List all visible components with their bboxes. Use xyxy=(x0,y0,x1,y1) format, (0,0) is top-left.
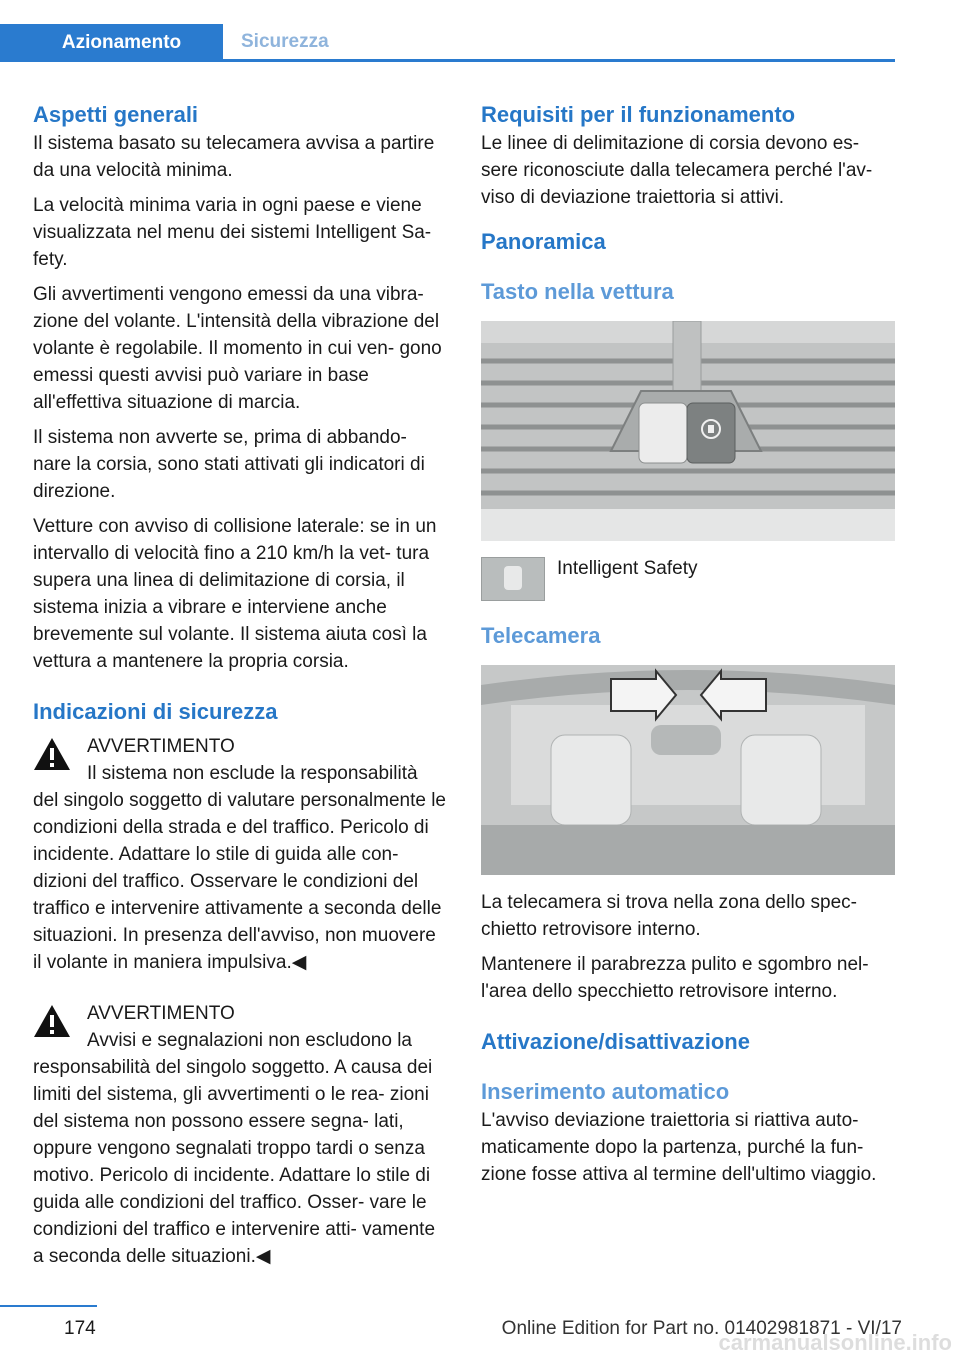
paragraph: La telecamera si trova nella zona dello spec‐ chietto retrovisore interno. xyxy=(481,892,857,940)
warning-block-2 xyxy=(33,1000,448,1270)
warning-label: AVVERTIMENTO xyxy=(87,736,235,757)
warning-icon xyxy=(33,737,71,771)
header-rule xyxy=(0,59,895,62)
subsection-title-button: Tasto nella vettura xyxy=(481,279,674,304)
paragraph: L'avviso deviazione traiettoria si riattiva auto‐ maticamente dopo la partenza, purché la fun‐ zione fosse attiva al termine dell'ultimo viaggio. xyxy=(481,1110,877,1185)
section-title-general: Aspetti generali xyxy=(33,102,199,127)
section-title-requirements: Requisiti per il funzionamento xyxy=(481,102,796,127)
paragraph: Le linee di delimitazione di corsia devono es‐ sere riconosciute dalla telecamera perché l'av‐ viso di deviazione traiettoria si attivi. xyxy=(481,133,873,208)
camera-photo xyxy=(481,665,895,875)
warning-text: Avvisi e segnalazioni non escludono la responsabilità del singolo soggetto. A causa dei limiti del sistema, gli avvertimenti o le rea‐ zioni del sistema non possono essere segna‐ lati, oppure vengono segnalati troppo tardi o senza motivo. Pericolo di incidente. Adattare lo stile di guida alle condizioni del traffico. Osser‐ vare le condizioni del traffico e intervenire atti‐ vamente a seconda delle situazioni.◀ xyxy=(33,1030,436,1267)
warning-text: Il sistema non esclude la responsabilità del singolo soggetto di valutare personalmente le condizioni della strada e del traffico. Pericolo di incidente. Adattare lo stile di guida alle con‐ dizioni del traffico. Osservare le condizioni del traffico e intervenire attivamente a seconda delle situazioni. In presenza dell'avviso, non muovere il volante in maniera impulsiva.◀ xyxy=(33,763,446,973)
subsection-title-camera: Telecamera xyxy=(481,623,601,648)
paragraph: Il sistema basato su telecamera avvisa a partire da una velocità minima. xyxy=(33,133,435,181)
header-bar xyxy=(0,0,895,62)
button-photo xyxy=(481,321,895,541)
warning-label: AVVERTIMENTO xyxy=(87,1003,235,1024)
paragraph: Il sistema non avverte se, prima di abbando‐ nare la corsia, sono stati attivati gli indicatori di direzione. xyxy=(33,427,425,502)
right-column xyxy=(481,100,896,1196)
car-interior-image xyxy=(481,665,895,875)
edition-note: Online Edition for Part no. 01402981871 - VI/17 xyxy=(501,1318,902,1339)
tab-azionamento[interactable]: Azionamento xyxy=(0,24,223,62)
paragraph: Vetture con avviso di collisione laterale: se in un intervallo di velocità fino a 210 km/h la vet‐ tura supera una linea di delimitazione di corsia, il sistema inizia a vibrare e interviene anche brevemente sul volante. Il sistema aiuta così la vettura a mantenere la propria corsia. xyxy=(33,516,437,672)
section-title-activation: Attivazione/disattivazione xyxy=(481,1029,750,1054)
section-title-safety: Indicazioni di sicurezza xyxy=(33,699,278,724)
paragraph: La velocità minima varia in ogni paese e viene visualizzata nel menu dei sistemi Intelligent Sa‐ fety. xyxy=(33,195,432,270)
paragraph: Mantenere il parabrezza pulito e sgombro nel‐ l'area dello specchietto retrovisore interno. xyxy=(481,954,869,1002)
warning-block-1 xyxy=(33,733,448,976)
paragraph: Gli avvertimenti vengono emessi da una vibra‐ zione del volante. L'intensità della vibrazione del volante è regolabile. Il momento in cui ven‐ gono emessi questi avvisi può variare in base all'effettiva situazione di marcia. xyxy=(33,284,442,413)
warning-icon xyxy=(33,1004,71,1038)
tab-sicurezza[interactable]: Sicurezza xyxy=(241,31,329,52)
left-column xyxy=(33,100,448,1278)
section-title-overview: Panoramica xyxy=(481,229,606,254)
intelligent-safety-button-icon xyxy=(481,557,545,601)
watermark: carmanualsonline.info xyxy=(718,1330,952,1355)
legend-label: Intelligent Safety xyxy=(557,558,698,579)
subsection-title-automatic: Inserimento automatico xyxy=(481,1079,730,1104)
page-number: 174 xyxy=(64,1318,96,1339)
footer-rule xyxy=(0,1305,97,1307)
legend-intelligent-safety xyxy=(481,557,896,601)
dashboard-vent-image xyxy=(481,321,895,541)
